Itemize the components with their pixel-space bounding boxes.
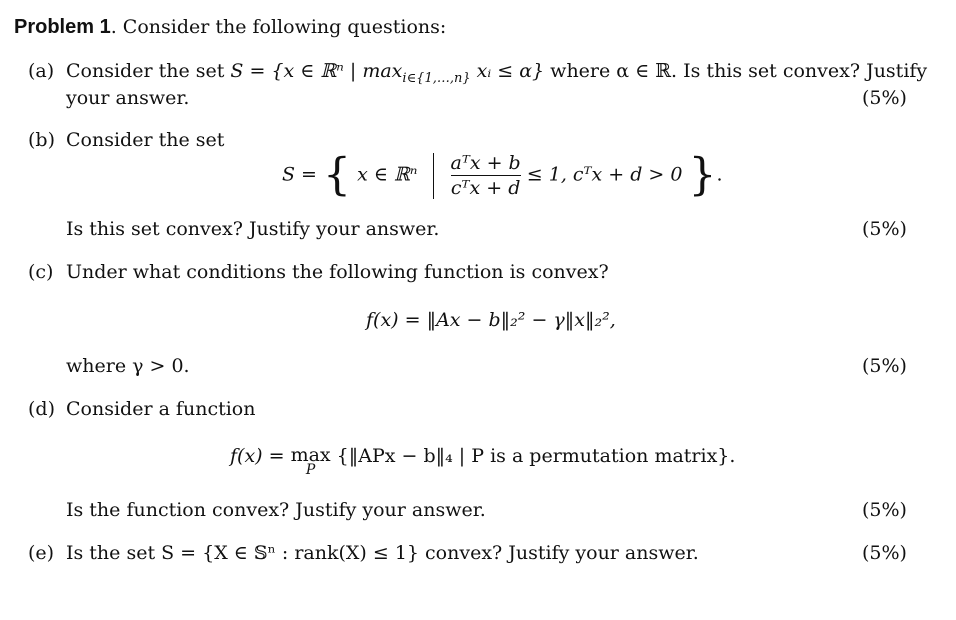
part-d-formula [230,444,736,478]
part-a-points: (5%) [862,87,907,109]
part-c-label: (c) [28,261,54,283]
max-word: max [290,444,331,466]
part-b-intro: Consider the set [66,129,225,151]
fraction-denominator: cᵀx + d [450,177,521,199]
part-c-intro: Under what conditions the following function is convex? [66,261,609,283]
part-a-label: (a) [28,60,55,82]
part-c-formula: f(x) = ‖Ax − b‖₂² − γ‖x‖₂², [366,309,616,331]
part-a-set: S = {x ∈ ℝⁿ | max [230,60,403,82]
part-d-intro: Consider a function [66,398,256,420]
problem-label: Problem 1 [14,16,111,38]
part-b-fraction [451,152,521,199]
part-b-set-formula: S = { x ∈ ℝⁿ $\frac{\text{aᵀx + b}}{\text{cᵀx + d}}$ ≤ 1, cᵀx + d > 0 }. [282,149,723,201]
part-b-question: Is this set convex? Justify your answer. [66,218,440,240]
max-subscript: P [305,462,316,478]
part-b-points: (5%) [862,218,907,240]
left-brace-icon: { [323,149,352,201]
part-b-label: (b) [28,129,55,151]
part-e-label: (e) [28,542,55,564]
set-builder-bar [433,153,434,199]
part-d-max-operator [290,444,331,478]
part-a-line1 [66,60,927,90]
part-a-set-sub: i∈{1,…,n} [402,70,471,86]
part-d-label: (d) [28,398,55,420]
part-a-suffix: where α ∈ ℝ. Is this set convex? Justify [544,60,928,82]
part-c-points: (5%) [862,355,907,377]
part-b-condition: ≤ 1, cᵀx + d > 0 [526,163,683,186]
part-b-set-lhs: S = [282,163,317,186]
part-d-formula-rhs: {‖APx − b‖₄ | P is a permutation matrix}. [330,445,736,467]
fraction-bar [451,175,521,176]
part-b-set-elem: x ∈ ℝⁿ [357,163,418,186]
part-e-points: (5%) [862,542,907,564]
part-d-points: (5%) [862,499,907,521]
problem-intro: . Consider the following questions: [110,16,447,38]
part-d-question: Is the function convex? Justify your answer. [66,499,486,521]
fraction-numerator: aᵀx + b [450,152,521,174]
part-c-where: where γ > 0. [66,355,190,377]
part-a-prefix: Consider the set [66,60,231,82]
problem-header [14,16,446,38]
part-d-formula-lhs: f(x) = [230,445,291,467]
part-e-text: Is the set S = {X ∈ 𝕊ⁿ : rank(X) ≤ 1} convex? Justify your answer. [66,542,699,564]
part-a-line2: your answer. [66,87,190,109]
part-a-set-tail: xᵢ ≤ α} [470,60,545,82]
right-brace-icon: } [688,149,717,201]
